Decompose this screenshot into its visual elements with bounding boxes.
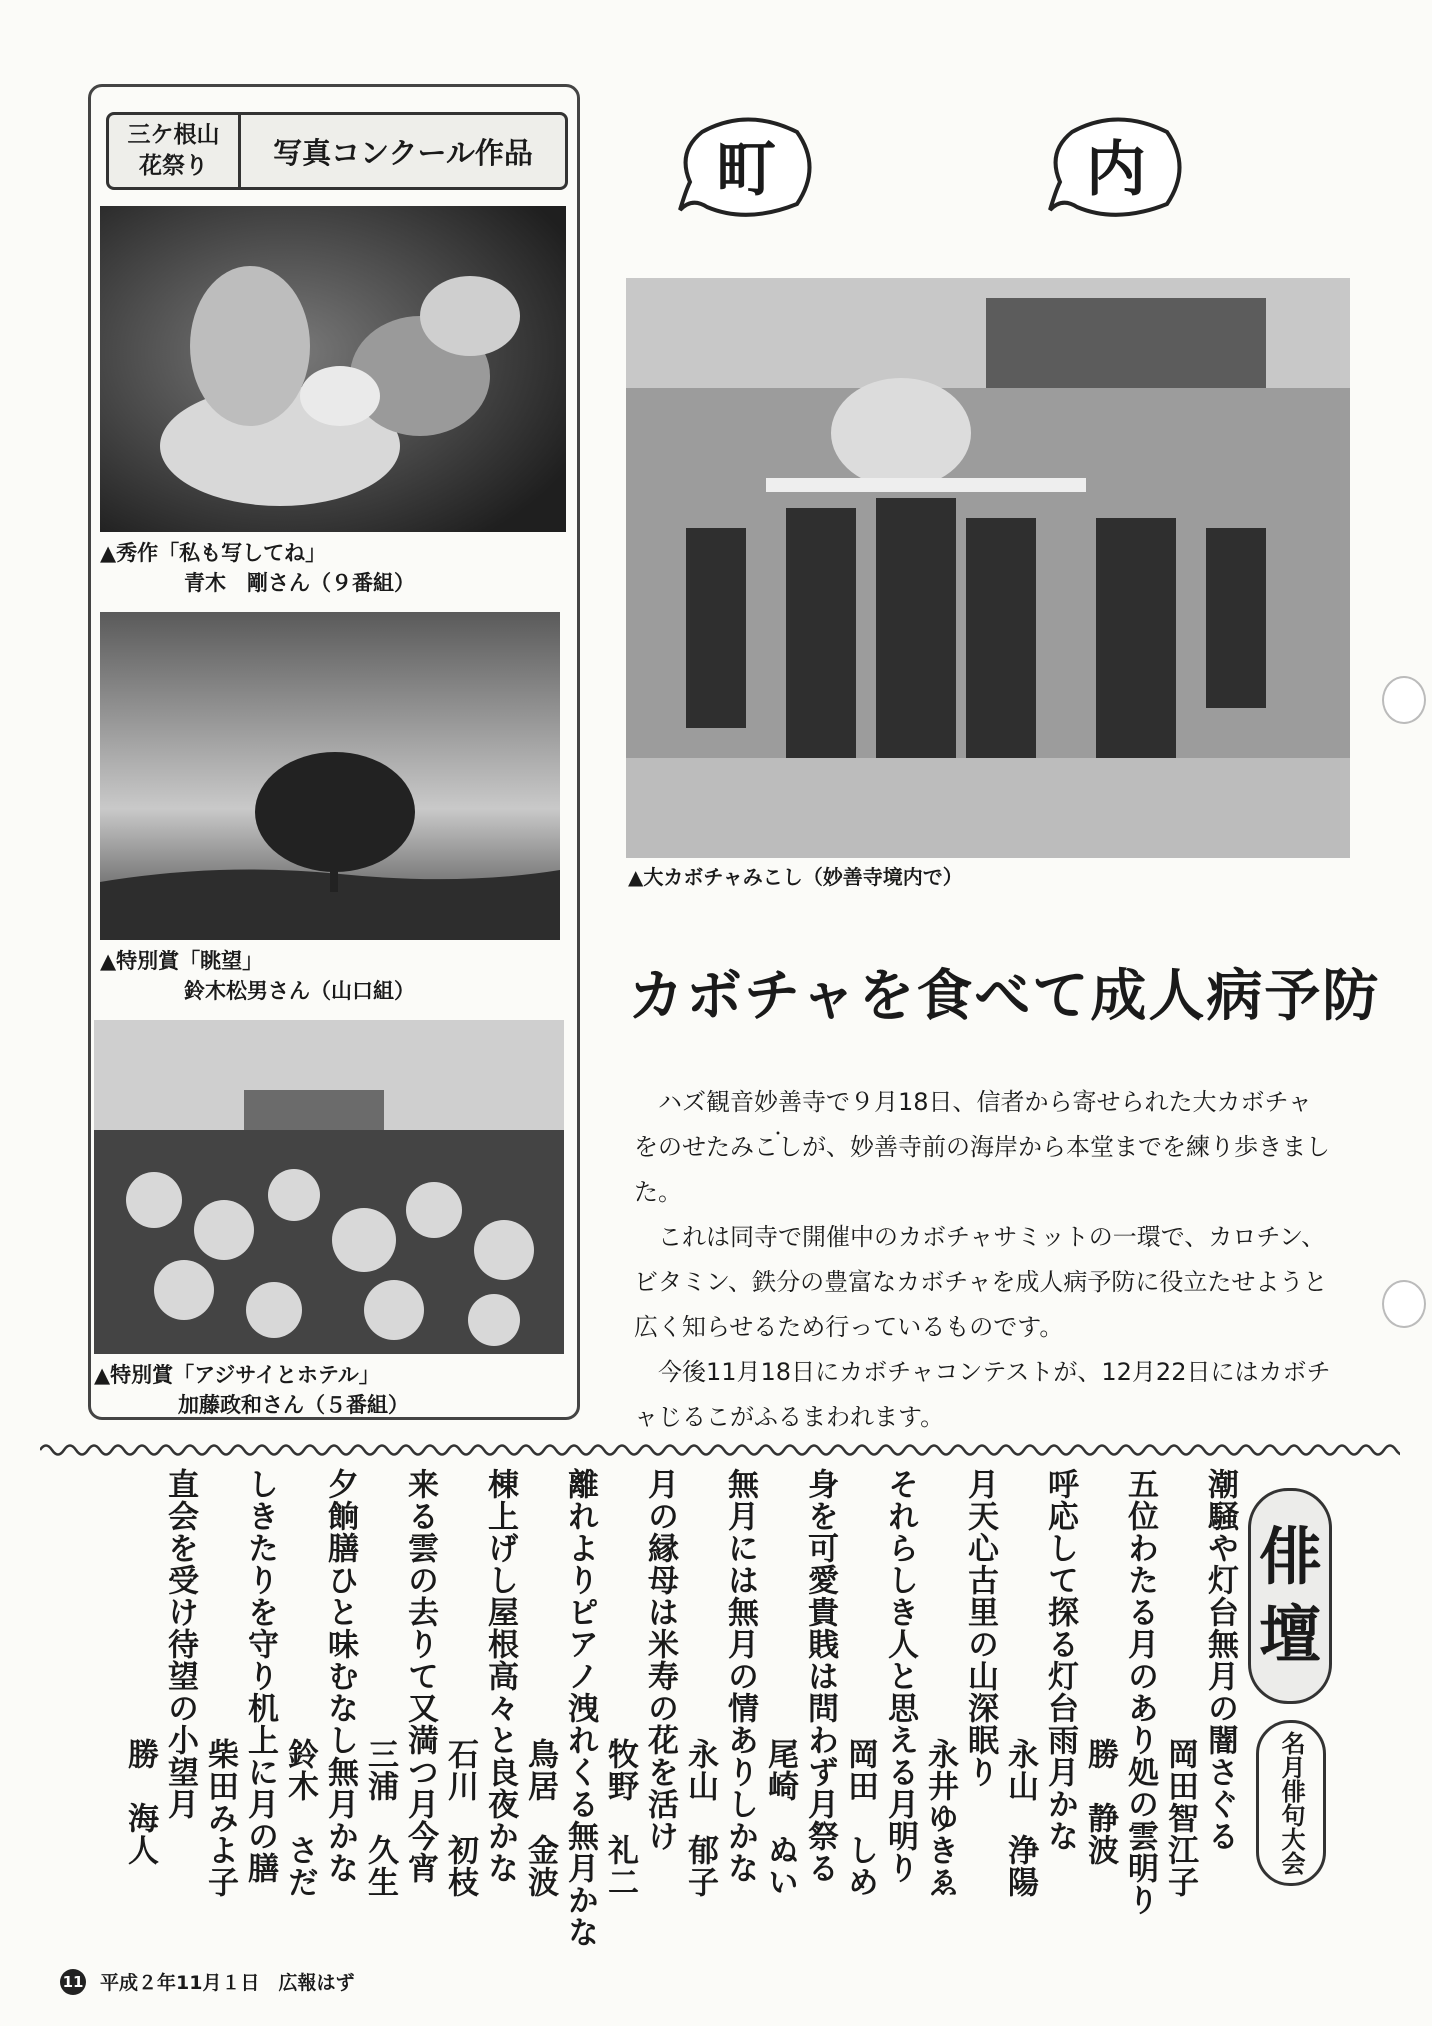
haiku-item <box>682 1468 760 1908</box>
heading-bubble-1 <box>672 112 822 224</box>
haiku-author: 三浦 久生 <box>362 1738 398 1898</box>
haiku-item <box>1082 1468 1160 1916</box>
article-p1-emphasis: みこし ・ <box>730 1133 802 1161</box>
haiku-text: 直会を受け待望の小望月 <box>162 1468 198 1820</box>
photo-tree-view <box>100 612 560 940</box>
haiku-item <box>922 1468 1000 1908</box>
haiku-author: 石川 初枝 <box>442 1738 478 1898</box>
haiku-item <box>1162 1468 1240 1908</box>
haiku-author: 永山 郁子 <box>682 1738 718 1898</box>
article-body <box>634 1080 1334 1440</box>
page-number: 11 <box>60 1969 86 1995</box>
haiku-text: 潮騒や灯台無月の闇さぐる <box>1202 1468 1238 1852</box>
haiku-text: 離れよりピアノ洩れくる無月かな <box>562 1468 598 1948</box>
haiku-list <box>60 1468 1300 1948</box>
haiku-item <box>762 1468 840 1908</box>
photo-pumpkin-mikoshi <box>626 278 1350 858</box>
page-footer <box>60 1968 354 1995</box>
haiku-item <box>1002 1468 1080 1908</box>
contest-header-sub-line1: 三ケ根山 <box>127 122 220 148</box>
haiku-text: 月天心古里の山深眠り <box>962 1468 998 1788</box>
heading-char-1: 町 <box>716 135 776 205</box>
haiku-text: 無月には無月の情ありしかな <box>722 1468 758 1884</box>
haiku-author: 永山 浄陽 <box>1002 1738 1038 1898</box>
caption-3-award: ▲特別賞「アジサイとホテル」 <box>94 1363 380 1387</box>
caption-3 <box>94 1360 409 1420</box>
haiku-item <box>362 1468 440 1908</box>
article-paragraph-1 <box>634 1080 1334 1215</box>
haiku-author: 勝 海人 <box>122 1738 158 1866</box>
caption-2-award: ▲特別賞「眺望」 <box>100 949 264 973</box>
article-p1-b: が、妙善寺前の海岸から本堂までを練り歩きました。 <box>634 1133 1330 1206</box>
haiku-item <box>522 1468 600 1948</box>
haiku-author: 勝 静波 <box>1082 1738 1118 1866</box>
contest-header <box>106 112 568 190</box>
haidan-title-char-1: 俳 <box>1258 1520 1321 1593</box>
haiku-text: 五位わたる月のあり処の雲明り <box>1122 1468 1158 1916</box>
haiku-text: 来る雲の去りて又満つ月今宵 <box>402 1468 438 1884</box>
contest-header-sub <box>109 115 241 187</box>
haiku-author: 牧野 礼二 <box>602 1738 638 1898</box>
haiku-author: 鳥居 金波 <box>522 1738 558 1898</box>
haiku-item <box>442 1468 520 1908</box>
haiku-text: 棟上げし屋根高々と良夜かな <box>482 1468 518 1884</box>
caption-1-author: 青木 剛さん（９番組） <box>184 571 415 595</box>
issue-info: 平成２年11月１日 広報はず <box>100 1972 355 1994</box>
haiku-item <box>842 1468 920 1908</box>
haiku-text: 月の縁母は米寿の花を活け <box>642 1468 678 1852</box>
haiku-text: 呼応して探る灯台雨月かな <box>1042 1468 1078 1852</box>
pumpkin-photo-caption: ▲大カボチャみこし（妙善寺境内で） <box>628 865 963 889</box>
haiku-text: それらしき人と思える月明り <box>882 1468 918 1884</box>
heading-bubble-2 <box>1042 112 1192 224</box>
haiku-text: 身を可愛貴賎は問わず月祭る <box>802 1468 838 1884</box>
binder-hole-2 <box>1382 1280 1426 1328</box>
photo-hydrangea-hotel <box>94 1020 564 1354</box>
haiku-author: 岡田智江子 <box>1162 1738 1198 1898</box>
caption-2 <box>100 946 415 1006</box>
haiku-author: 永井ゆきゑ <box>922 1738 958 1898</box>
haiku-author: 鈴木 さだ <box>282 1738 318 1898</box>
haiku-author: 柴田みよ子 <box>202 1738 238 1898</box>
article-p1-a: ハズ観音妙善寺で９月18日、信者から寄せられた大カボチャをのせた <box>634 1088 1312 1161</box>
photo-hydrangea-closeup <box>100 206 566 532</box>
article-paragraph-2: これは同寺で開催中のカボチャサミットの一環で、カロチン、ビタミン、鉄分の豊富なカボチャを成人病予防に役立たせようと広く知らせるため行っているものです。 <box>634 1223 1328 1341</box>
haiku-item <box>282 1468 360 1908</box>
article-paragraph-3: 今後11月18日にカボチャコンテストが、12月22日にはカボチャじるこがふるまわれます。 <box>634 1358 1331 1431</box>
caption-1 <box>100 538 415 598</box>
binder-hole-1 <box>1382 676 1426 724</box>
article-headline: カボチャを食べて成人病予防 <box>628 964 1381 1029</box>
haidan-title-char-2: 壇 <box>1258 1598 1321 1671</box>
haiku-item <box>602 1468 680 1908</box>
wavy-divider <box>40 1438 1400 1462</box>
haiku-author: 岡田 しめ <box>842 1738 878 1898</box>
haiku-item <box>202 1468 280 1908</box>
haiku-text: 夕餉膳ひと味むなし無月かな <box>322 1468 358 1884</box>
caption-1-award: ▲秀作「私も写してね」 <box>100 541 327 565</box>
contest-header-sub-line2: 花祭り <box>139 153 208 179</box>
haiku-item <box>122 1468 200 1908</box>
heading-char-2: 内 <box>1086 135 1146 205</box>
haiku-author: 尾崎 ぬい <box>762 1738 798 1898</box>
caption-2-author: 鈴木松男さん（山口組） <box>184 979 415 1003</box>
haidan-subtitle: 名月俳句大会 <box>1256 1720 1326 1886</box>
caption-3-author: 加藤政和さん（５番組） <box>178 1393 409 1417</box>
haiku-text: しきたりを守り机上に月の膳 <box>242 1468 278 1884</box>
contest-header-title: 写真コンクール作品 <box>273 135 533 170</box>
